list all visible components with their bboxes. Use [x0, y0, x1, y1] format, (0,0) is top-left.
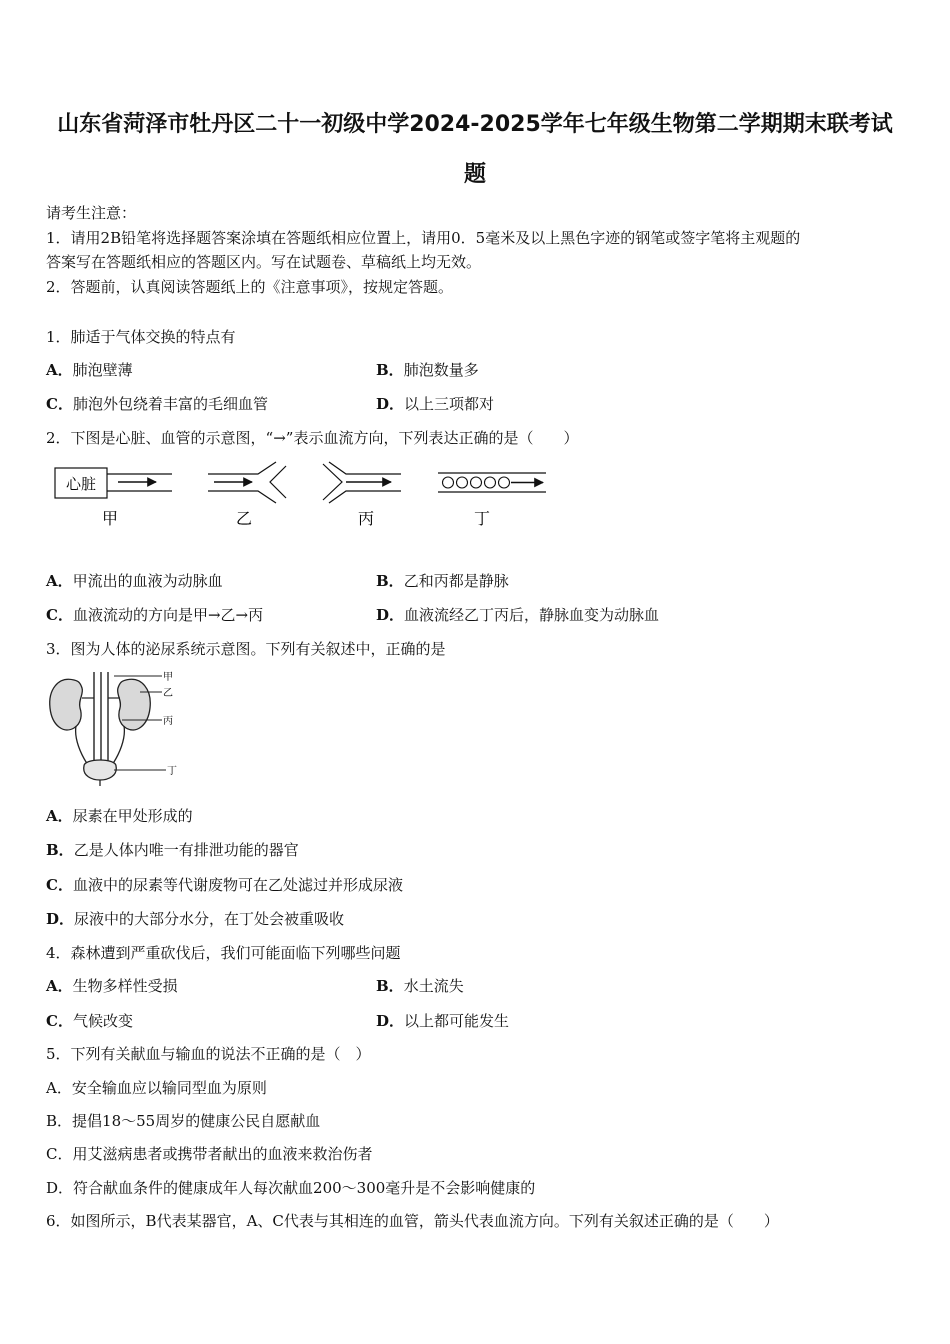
bladder: [84, 760, 117, 780]
option-label: A．: [46, 361, 73, 379]
exam-title-line-2: 题: [463, 162, 486, 187]
option-text: 水土流失: [403, 977, 464, 995]
question-1-stem: 1．肺适于气体交换的特点有: [46, 328, 236, 346]
option-label: B．: [376, 572, 404, 590]
label-bing: 丙: [163, 716, 173, 727]
diagram-bing: [323, 462, 401, 528]
blood-cell: [471, 477, 482, 488]
urinary-system-figure: [44, 668, 184, 786]
option-text: 乙是人体内唯一有排泄功能的器官: [73, 841, 299, 859]
option-text: 甲流出的血液为动脉血: [72, 572, 223, 590]
heart-vessel-figure: [46, 460, 566, 535]
option-label: D．: [46, 1179, 74, 1197]
option-label: A．: [46, 977, 73, 995]
notice-item-1: 1．请用2B铅笔将选择题答案涂填在答题纸相应位置上，请用0．5毫米及以上黑色字迹的钢笔或签字笔将主观题的: [46, 229, 801, 247]
exam-title-line-1: 山东省菏泽市牡丹区二十一初级中学2024-2025学年七年级生物第二学期期末联考试: [57, 112, 893, 137]
option-text: 尿液中的大部分水分，在丁处会被重吸收: [74, 910, 345, 928]
option-text: 血液流动的方向是甲→乙→丙: [72, 606, 264, 624]
diagram-jia: [55, 468, 172, 528]
diagram-ding: [438, 473, 546, 528]
option-label: B．: [376, 361, 404, 379]
option-label: A．: [46, 1079, 72, 1097]
q1-option-d: [376, 394, 494, 414]
label-ding: 丁: [473, 509, 491, 528]
option-text: 安全输血应以输同型血为原则: [71, 1079, 267, 1097]
q4-option-b: [376, 976, 464, 996]
q3-option-d: [46, 909, 344, 929]
option-label: C．: [46, 876, 73, 894]
q1-option-b: [376, 360, 479, 380]
option-label: D．: [46, 910, 75, 928]
option-text: 生物多样性受损: [72, 977, 178, 995]
question-2-stem: 2．下图是心脏、血管的示意图，“→”表示血流方向，下列表达正确的是（ ）: [46, 429, 579, 447]
question-6-stem: 6．如图所示，B代表某器官，A、C代表与其相连的血管，箭头代表血流方向。下列有关叙述正确的是（ ）: [46, 1212, 779, 1230]
label-jia: 甲: [163, 672, 173, 683]
blood-cell: [443, 477, 454, 488]
q2-option-d: [376, 605, 659, 625]
left-kidney: [50, 679, 83, 730]
q1-option-c: [46, 394, 268, 414]
option-text: 用艾滋病患者或携带者献出的血液来救治伤者: [72, 1145, 373, 1163]
notice-item-1-cont: 答案写在答题纸相应的答题区内。写在试题卷、草稿纸上均无效。: [46, 253, 482, 271]
option-text: 提倡18～55周岁的健康公民自愿献血: [72, 1112, 321, 1130]
option-label: A．: [46, 807, 73, 825]
option-text: 肺泡壁薄: [72, 361, 133, 379]
option-text: 以上三项都对: [404, 395, 495, 413]
option-label: B．: [376, 977, 404, 995]
option-label: D．: [376, 395, 405, 413]
option-text: 血液流经乙丁丙后，静脉血变为动脉血: [404, 606, 660, 624]
option-label: C．: [46, 395, 73, 413]
q2-option-b: [376, 571, 509, 591]
q4-option-d: [376, 1011, 509, 1031]
blood-cell: [499, 477, 510, 488]
label-jia: 甲: [101, 509, 119, 528]
option-label: C．: [46, 1145, 73, 1163]
option-text: 以上都可能发生: [404, 1012, 510, 1030]
q1-option-a: [46, 360, 133, 380]
label-bing: 丙: [357, 509, 375, 528]
option-text: 肺泡数量多: [403, 361, 479, 379]
label-ding: 丁: [167, 766, 177, 777]
q2-option-a: [46, 571, 223, 591]
blood-cell: [485, 477, 496, 488]
question-5-stem: 5．下列有关献血与输血的说法不正确的是（ ）: [46, 1045, 371, 1063]
q4-option-c: [46, 1011, 133, 1031]
question-3-stem: 3．图为人体的泌尿系统示意图。下列有关叙述中，正确的是: [46, 640, 446, 658]
option-text: 血液中的尿素等代谢废物可在乙处滤过并形成尿液: [72, 876, 403, 894]
q3-option-c: [46, 875, 403, 895]
option-label: C．: [46, 1012, 73, 1030]
heart-box-label: 心脏: [65, 475, 97, 493]
question-4-stem: 4．森林遭到严重砍伐后，我们可能面临下列哪些问题: [46, 944, 401, 962]
q3-option-b: [46, 840, 299, 860]
q5-option-d: [46, 1178, 535, 1198]
q4-option-a: [46, 976, 178, 996]
q5-option-c: [46, 1144, 373, 1164]
option-label: B．: [46, 1112, 73, 1130]
label-yi: 乙: [235, 509, 253, 528]
label-yi: 乙: [163, 688, 173, 699]
blood-cell: [457, 477, 468, 488]
q3-option-a: [46, 806, 193, 826]
right-kidney: [118, 679, 151, 730]
diagram-yi: [208, 462, 286, 528]
notice-item-2: 2．答题前，认真阅读答题纸上的《注意事项》，按规定答题。: [46, 278, 454, 296]
option-text: 符合献血条件的健康成年人每次献血200～300毫升是不会影响健康的: [73, 1179, 536, 1197]
option-text: 气候改变: [72, 1012, 133, 1030]
q5-option-b: [46, 1111, 320, 1131]
option-label: D．: [376, 606, 405, 624]
option-text: 肺泡外包绕着丰富的毛细血管: [72, 395, 268, 413]
notice-heading: 请考生注意：: [46, 204, 137, 222]
q2-option-c: [46, 605, 263, 625]
option-text: 乙和丙都是静脉: [403, 572, 509, 590]
option-label: B．: [46, 841, 74, 859]
option-label: C．: [46, 606, 73, 624]
q5-option-a: [46, 1078, 267, 1098]
option-label: A．: [46, 572, 73, 590]
option-label: D．: [376, 1012, 405, 1030]
option-text: 尿素在甲处形成的: [72, 807, 193, 825]
